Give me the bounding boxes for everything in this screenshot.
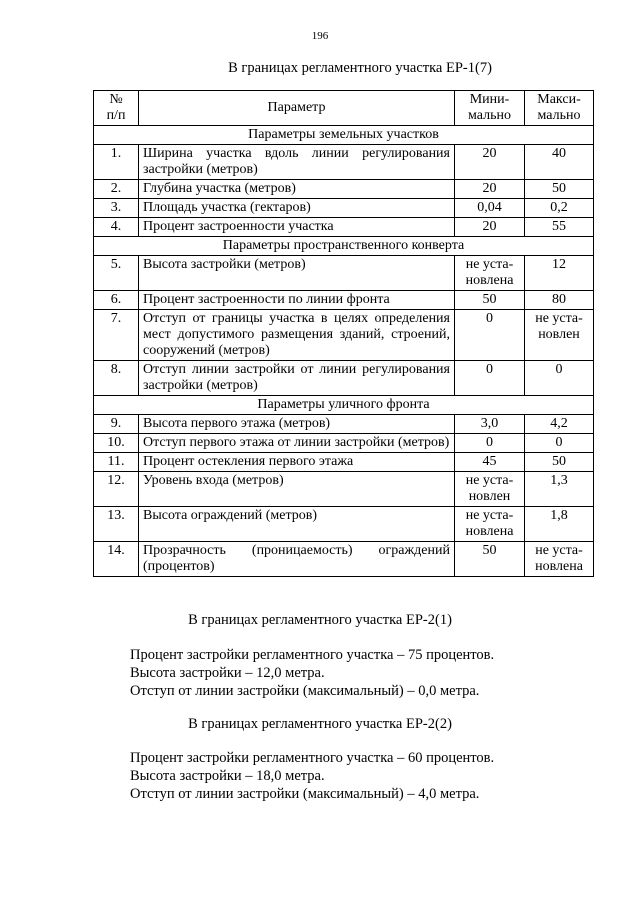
row-minimum: 0,04 xyxy=(455,199,525,218)
row-maximum: 12 xyxy=(525,256,594,291)
row-number: 2. xyxy=(94,180,139,199)
row-maximum: 0 xyxy=(525,361,594,396)
table-row xyxy=(94,453,594,472)
row-minimum: 50 xyxy=(455,291,525,310)
row-parameter: Ширина участка вдоль линии регулирования застройки (метров) xyxy=(139,145,455,180)
section-spatial-envelope: Параметры пространственного конверта xyxy=(94,237,594,256)
paragraph-line: Отступ от линии застройки (максимальный) – 4,0 метра. xyxy=(130,786,480,802)
row-parameter: Отступ от границы участка в целях определения мест допустимого размещения зданий, строений, сооружений (метров) xyxy=(139,310,455,361)
row-parameter: Процент застроенности по линии фронта xyxy=(139,291,455,310)
row-number: 4. xyxy=(94,218,139,237)
row-number: 6. xyxy=(94,291,139,310)
header-number: № п/п xyxy=(94,91,139,126)
row-minimum: 45 xyxy=(455,453,525,472)
row-number: 7. xyxy=(94,310,139,361)
table-row xyxy=(94,434,594,453)
section-row xyxy=(94,396,594,415)
row-parameter: Высота первого этажа (метров) xyxy=(139,415,455,434)
row-number: 1. xyxy=(94,145,139,180)
row-parameter: Отступ первого этажа от линии застройки (метров) xyxy=(139,434,455,453)
row-maximum: 1,8 xyxy=(525,507,594,542)
section-land-plots: Параметры земельных участков xyxy=(94,126,594,145)
paragraph-line: Процент застройки регламентного участка – 75 процентов. xyxy=(130,647,495,663)
table-row xyxy=(94,256,594,291)
table-row xyxy=(94,507,594,542)
row-maximum: 40 xyxy=(525,145,594,180)
table-row xyxy=(94,199,594,218)
row-maximum: 50 xyxy=(525,180,594,199)
row-maximum: 1,3 xyxy=(525,472,594,507)
row-number: 10. xyxy=(94,434,139,453)
row-maximum: 80 xyxy=(525,291,594,310)
row-minimum: не уста- новлен xyxy=(455,472,525,507)
row-parameter: Уровень входа (метров) xyxy=(139,472,455,507)
table-row xyxy=(94,310,594,361)
row-minimum: 0 xyxy=(455,361,525,396)
row-minimum: 3,0 xyxy=(455,415,525,434)
row-number: 13. xyxy=(94,507,139,542)
row-maximum: не уста- новлена xyxy=(525,542,594,577)
ep-2-2-parameters xyxy=(130,749,610,803)
table-row xyxy=(94,145,594,180)
table-row xyxy=(94,218,594,237)
table-header-row xyxy=(94,91,594,126)
section-heading-ep-2-2: В границах регламентного участка ЕР-2(2) xyxy=(188,716,452,732)
row-minimum: 50 xyxy=(455,542,525,577)
table-row xyxy=(94,361,594,396)
header-maximum: Макси- мально xyxy=(525,91,594,126)
row-parameter: Отступ линии застройки от линии регулирования застройки (метров) xyxy=(139,361,455,396)
row-number: 12. xyxy=(94,472,139,507)
row-parameter: Высота ограждений (метров) xyxy=(139,507,455,542)
table-row xyxy=(94,542,594,577)
row-maximum: не уста- новлен xyxy=(525,310,594,361)
row-maximum: 0,2 xyxy=(525,199,594,218)
table-row xyxy=(94,415,594,434)
row-maximum: 50 xyxy=(525,453,594,472)
paragraph-line: Процент застройки регламентного участка – 60 процентов. xyxy=(130,750,495,766)
section-row xyxy=(94,237,594,256)
row-parameter: Процент остекления первого этажа xyxy=(139,453,455,472)
ep-2-1-parameters xyxy=(130,646,610,700)
row-minimum: 20 xyxy=(455,145,525,180)
section-heading-ep-1-7: В границах регламентного участка ЕР-1(7) xyxy=(228,60,492,76)
row-minimum: не уста- новлена xyxy=(455,256,525,291)
header-minimum: Мини- мально xyxy=(455,91,525,126)
row-parameter: Высота застройки (метров) xyxy=(139,256,455,291)
paragraph-line: Высота застройки – 12,0 метра. xyxy=(130,665,325,681)
row-number: 9. xyxy=(94,415,139,434)
row-number: 8. xyxy=(94,361,139,396)
parameters-table xyxy=(93,90,594,577)
row-parameter: Прозрачность (проницаемость) ограждений (процентов) xyxy=(139,542,455,577)
row-minimum: 20 xyxy=(455,218,525,237)
row-number: 14. xyxy=(94,542,139,577)
page-number: 196 xyxy=(311,30,329,42)
row-number: 11. xyxy=(94,453,139,472)
row-minimum: не уста- новлена xyxy=(455,507,525,542)
row-parameter: Процент застроенности участка xyxy=(139,218,455,237)
header-parameter: Параметр xyxy=(139,91,455,126)
row-number: 5. xyxy=(94,256,139,291)
row-parameter: Площадь участка (гектаров) xyxy=(139,199,455,218)
section-row xyxy=(94,126,594,145)
row-parameter: Глубина участка (метров) xyxy=(139,180,455,199)
table-row xyxy=(94,472,594,507)
paragraph-line: Отступ от линии застройки (максимальный) – 0,0 метра. xyxy=(130,683,480,699)
table-row xyxy=(94,291,594,310)
section-street-front: Параметры уличного фронта xyxy=(94,396,594,415)
paragraph-line: Высота застройки – 18,0 метра. xyxy=(130,768,325,784)
row-maximum: 4,2 xyxy=(525,415,594,434)
table-row xyxy=(94,180,594,199)
section-heading-ep-2-1: В границах регламентного участка ЕР-2(1) xyxy=(188,612,452,628)
row-number: 3. xyxy=(94,199,139,218)
row-maximum: 55 xyxy=(525,218,594,237)
row-maximum: 0 xyxy=(525,434,594,453)
row-minimum: 20 xyxy=(455,180,525,199)
row-minimum: 0 xyxy=(455,434,525,453)
row-minimum: 0 xyxy=(455,310,525,361)
